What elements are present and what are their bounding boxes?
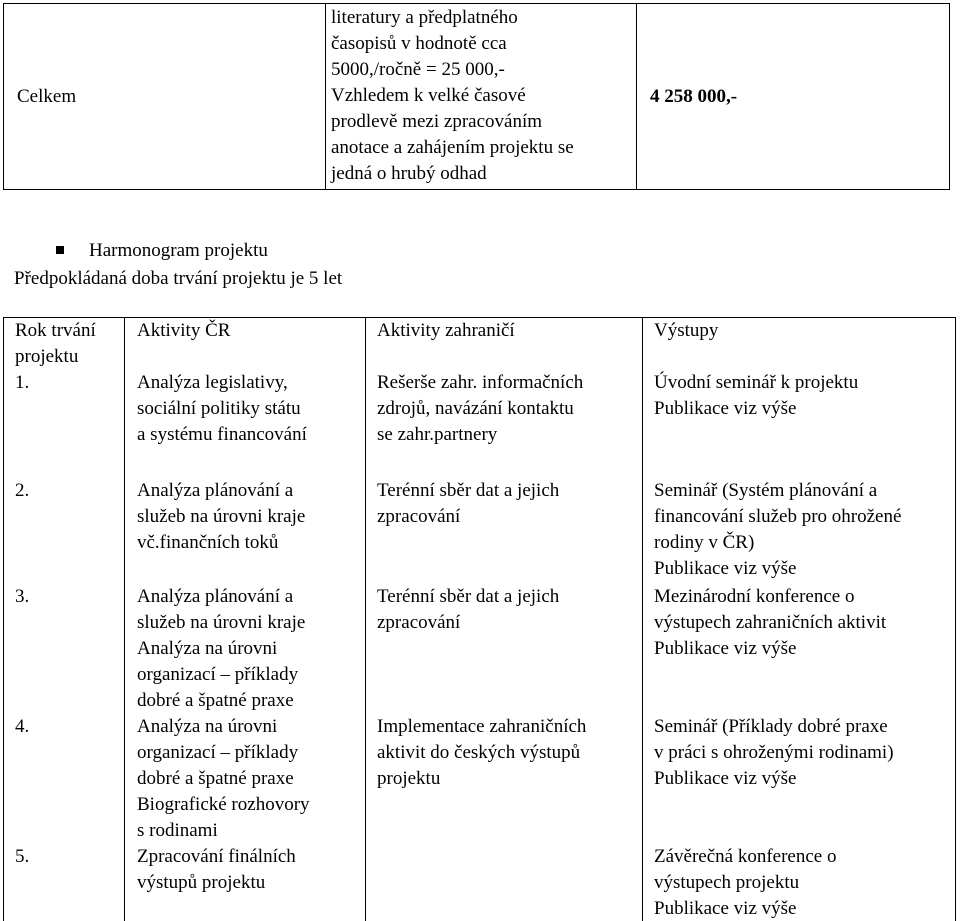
cell-line: dobré a špatné praxe (137, 768, 294, 789)
cell-line: se zahr.partnery (377, 424, 498, 445)
row-year: 1. (4, 370, 125, 478)
row-outputs (643, 714, 956, 844)
header-activities-abroad: Aktivity zahraničí (366, 318, 643, 371)
row-activities-cz (125, 478, 366, 584)
cell-line: organizací – příklady (137, 664, 299, 685)
budget-description-line: 5000,/ročně = 25 000,- (331, 59, 505, 80)
header-activities-cz: Aktivity ČR (125, 318, 366, 371)
cell-line: rodiny v ČR) (654, 532, 755, 553)
schedule-section (14, 237, 342, 293)
row-activities-abroad (366, 714, 643, 844)
cell-line: financování služeb pro ohrožené (654, 506, 902, 527)
cell-line: Zpracování finálních (137, 846, 296, 867)
cell-line: a systému financování (137, 424, 307, 445)
header-year-line: Rok trvání (15, 320, 96, 341)
budget-description (326, 4, 637, 190)
row-activities-abroad (366, 844, 643, 921)
cell-line: Úvodní seminář k projektu (654, 372, 859, 393)
row-outputs (643, 584, 956, 714)
budget-description-line: literatury a předplatného (331, 7, 518, 28)
cell-line: Seminář (Příklady dobré praxe (654, 716, 888, 737)
schedule-header-row (4, 318, 956, 371)
cell-line: s rodinami (137, 820, 218, 841)
budget-total-row (4, 4, 950, 190)
budget-total-amount: 4 258 000,- (637, 4, 950, 190)
cell-line: Implementace zahraničních (377, 716, 587, 737)
budget-description-line: jedná o hrubý odhad (331, 163, 487, 184)
cell-line: Závěrečná konference o (654, 846, 837, 867)
cell-line: zpracování (377, 612, 461, 633)
row-activities-abroad (366, 478, 643, 584)
row-year: 3. (4, 584, 125, 714)
header-outputs: Výstupy (643, 318, 956, 371)
budget-description-line: anotace a zahájením projektu se (331, 137, 574, 158)
section-heading: Harmonogram projektu (89, 240, 268, 261)
budget-description-line: prodlevě mezi zpracováním (331, 111, 543, 132)
cell-line: výstupech projektu (654, 872, 800, 893)
schedule-row (4, 584, 956, 714)
cell-line: Publikace viz výše (654, 898, 797, 919)
cell-line: vč.finančních toků (137, 532, 279, 553)
budget-description-line: časopisů v hodnotě cca (331, 33, 507, 54)
cell-line: dobré a špatné praxe (137, 690, 294, 711)
cell-line: služeb na úrovni kraje (137, 506, 306, 527)
cell-line: výstupech zahraničních aktivit (654, 612, 887, 633)
schedule-row (4, 714, 956, 844)
budget-description-line: Vzhledem k velké časové (331, 85, 526, 106)
budget-total-label: Celkem (4, 4, 326, 190)
row-activities-cz (125, 844, 366, 921)
row-activities-cz (125, 584, 366, 714)
cell-line: Publikace viz výše (654, 398, 797, 419)
schedule-table (3, 317, 956, 921)
cell-line: služeb na úrovni kraje (137, 612, 306, 633)
cell-line: sociální politiky státu (137, 398, 301, 419)
row-activities-abroad (366, 370, 643, 478)
row-year: 5. (4, 844, 125, 921)
cell-line: v práci s ohroženými rodinami) (654, 742, 894, 763)
cell-line: Analýza plánování a (137, 480, 294, 501)
cell-line: organizací – příklady (137, 742, 299, 763)
cell-line: Biografické rozhovory (137, 794, 310, 815)
cell-line: zdrojů, navázání kontaktu (377, 398, 574, 419)
cell-line: Seminář (Systém plánování a (654, 480, 878, 501)
row-year: 2. (4, 478, 125, 584)
cell-line: zpracování (377, 506, 461, 527)
project-duration: Předpokládaná doba trvání projektu je 5 let (14, 268, 343, 289)
cell-line: Publikace viz výše (654, 768, 797, 789)
header-year-line: projektu (15, 346, 79, 367)
cell-line: Analýza na úrovni (137, 638, 278, 659)
cell-line: výstupů projektu (137, 872, 266, 893)
schedule-row (4, 478, 956, 584)
cell-line: Rešerše zahr. informačních (377, 372, 584, 393)
schedule-row (4, 370, 956, 478)
row-activities-abroad (366, 584, 643, 714)
row-year: 4. (4, 714, 125, 844)
cell-line: Terénní sběr dat a jejich (377, 480, 560, 501)
row-outputs (643, 844, 956, 921)
budget-table (3, 3, 950, 190)
bullet-icon (56, 246, 64, 254)
cell-line: aktivit do českých výstupů (377, 742, 581, 763)
cell-line: Mezinárodní konference o (654, 586, 855, 607)
cell-line: Analýza plánování a (137, 586, 294, 607)
schedule-row (4, 844, 956, 921)
row-outputs (643, 478, 956, 584)
row-activities-cz (125, 714, 366, 844)
cell-line: Terénní sběr dat a jejich (377, 586, 560, 607)
header-year (4, 318, 125, 371)
cell-line: Analýza na úrovni (137, 716, 278, 737)
cell-line: Publikace viz výše (654, 558, 797, 579)
cell-line: Analýza legislativy, (137, 372, 288, 393)
cell-line: projektu (377, 768, 441, 789)
row-outputs (643, 370, 956, 478)
row-activities-cz (125, 370, 366, 478)
cell-line: Publikace viz výše (654, 638, 797, 659)
